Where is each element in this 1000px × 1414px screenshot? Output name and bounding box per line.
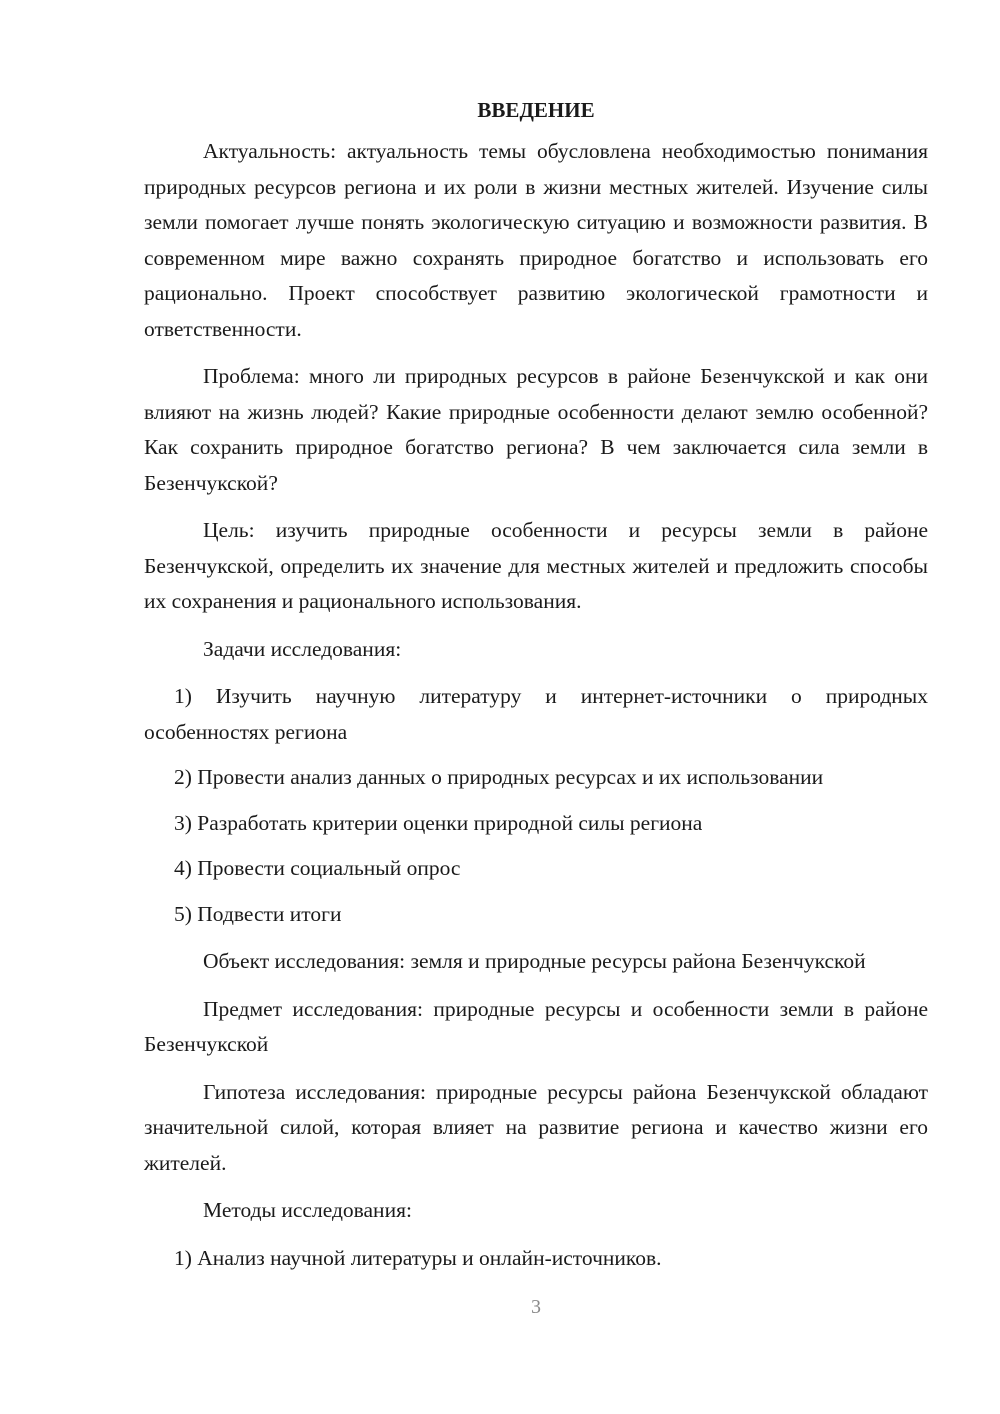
section-title: ВВЕДЕНИЕ xyxy=(477,98,595,122)
relevance-paragraph: Актуальность: актуальность темы обусловлена необходимостью понимания природных ресурсов региона и их роли в жизни местных жителей. Изучение силы земли помогает лучше понять экологическую ситуацию и возможности развития. В современном мире важно сохранять природное богатство и использовать его рационально. Проект способствует развитию экологической грамотности и ответственности. xyxy=(144,139,928,341)
task-item: 2) Провести анализ данных о природных ресурсах и их использовании xyxy=(174,765,824,789)
problem-paragraph: Проблема: много ли природных ресурсов в районе Безенчукской и как они влияют на жизнь людей? Какие природные особенности делают землю особенной? Как сохранить природное богатство региона? В чем заключается сила земли в Безенчукской? xyxy=(144,364,928,495)
document-page xyxy=(144,92,928,1276)
task-item: 1) Изучить научную литературу и интернет-источники о природных особенностях региона xyxy=(144,684,928,744)
subject-paragraph: Предмет исследования: природные ресурсы и особенности земли в районе Безенчукской xyxy=(144,996,928,1056)
methods-heading: Методы исследования: xyxy=(203,1198,412,1222)
task-item: 3) Разработать критерии оценки природной силы региона xyxy=(174,810,703,835)
tasks-heading: Задачи исследования: xyxy=(203,636,402,661)
task-item: 5) Подвести итоги xyxy=(174,901,342,926)
method-item: 1) Анализ научной литературы и онлайн-источников. xyxy=(174,1245,662,1270)
page-number: 3 xyxy=(531,1296,541,1318)
goal-paragraph: Цель: изучить природные особенности и ресурсы земли в районе Безенчукской, определить их значение для местных жителей и предложить способы их сохранения и рационального использования. xyxy=(144,518,928,613)
task-item: 4) Провести социальный опрос xyxy=(174,856,461,880)
object-paragraph: Объект исследования: земля и природные ресурсы района Безенчукской xyxy=(203,949,866,973)
hypothesis-paragraph: Гипотеза исследования: природные ресурсы района Безенчукской обладают значительной силой, которая влияет на развитие региона и качество жизни его жителей. xyxy=(144,1079,928,1175)
